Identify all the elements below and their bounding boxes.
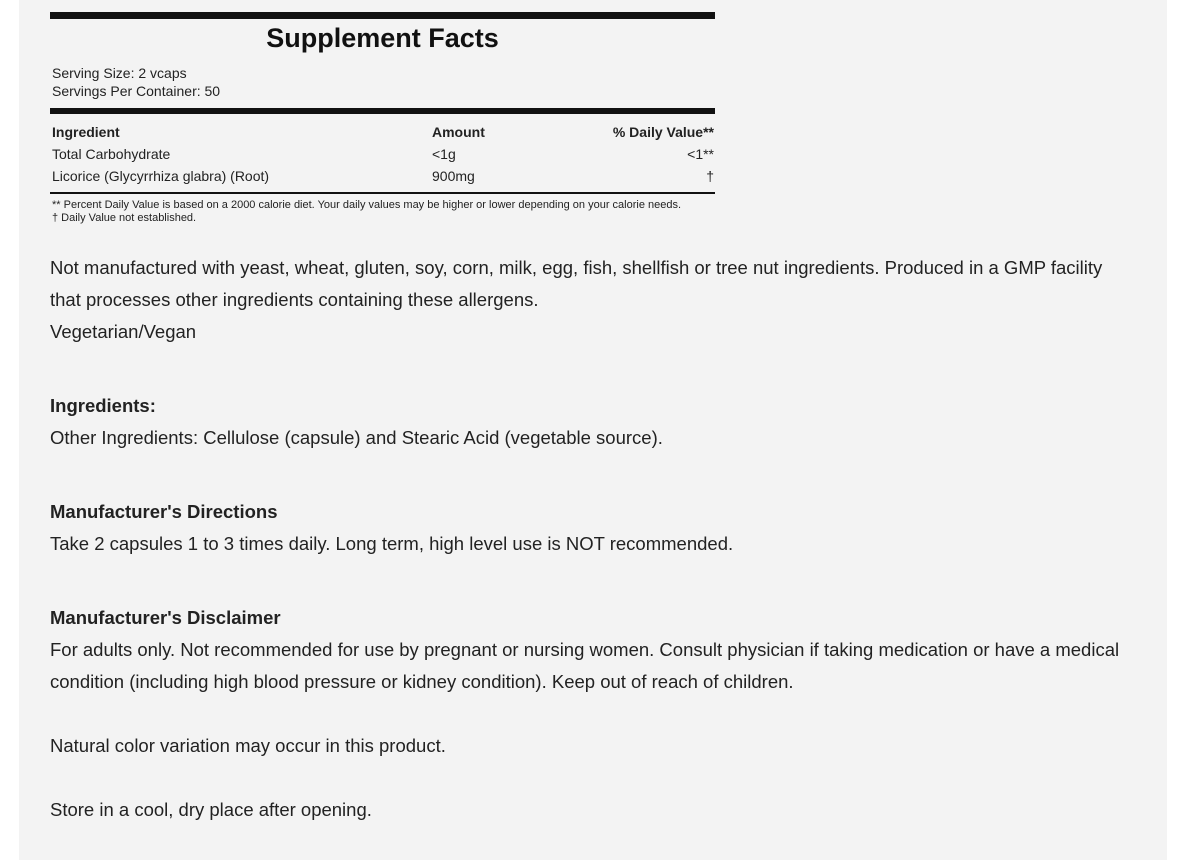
directions-text: Take 2 capsules 1 to 3 times daily. Long term, high level use is NOT recommended.	[50, 533, 734, 554]
supplement-facts-panel	[50, 12, 715, 225]
disclaimer-text: For adults only. Not recommended for use by pregnant or nursing women. Consult physician if taking medication or have a medical condition (including high blood pressure or kidney condition). Keep out of reach of children.	[50, 639, 1120, 692]
header-ingredient: Ingredient	[52, 124, 120, 140]
storage-note: Store in a cool, dry place after opening.	[50, 799, 372, 820]
header-amount: Amount	[432, 124, 485, 140]
ingredient-amount: <1g	[432, 146, 456, 162]
color-variation-note: Natural color variation may occur in this product.	[50, 735, 446, 756]
thin-rule	[50, 192, 715, 194]
servings-per-container: Servings Per Container: 50	[52, 83, 221, 99]
header-daily-value: % Daily Value**	[612, 124, 714, 140]
thick-rule	[50, 108, 715, 114]
ingredients-text: Other Ingredients: Cellulose (capsule) and Stearic Acid (vegetable source).	[50, 427, 663, 448]
serving-size: Serving Size: 2 vcaps	[52, 65, 187, 81]
disclaimer-heading: Manufacturer's Disclaimer	[50, 607, 281, 628]
serving-info	[50, 64, 715, 100]
ingredient-daily-value: †	[706, 168, 714, 184]
ingredient-amount: 900mg	[432, 168, 475, 184]
top-rule	[50, 12, 715, 19]
diet-label: Vegetarian/Vegan	[50, 321, 197, 342]
ingredient-name: Licorice (Glycyrrhiza glabra) (Root)	[52, 168, 270, 184]
footnote-not-established: † Daily Value not established.	[52, 212, 197, 224]
ingredient-daily-value: <1**	[687, 146, 714, 162]
ingredients-heading: Ingredients:	[50, 395, 156, 416]
product-details	[50, 252, 1130, 826]
facts-title: Supplement Facts	[266, 23, 499, 53]
footnotes	[50, 199, 715, 225]
allergen-statement: Not manufactured with yeast, wheat, gluten, soy, corn, milk, egg, fish, shellfish or tree nut ingredients. Produced in a GMP facility that processes other ingredients containing these allergens.	[50, 257, 1103, 310]
table-row	[50, 143, 715, 165]
facts-table	[50, 121, 715, 187]
directions-heading: Manufacturer's Directions	[50, 501, 278, 522]
table-row	[50, 165, 715, 187]
facts-header-row	[50, 121, 715, 143]
footnote-daily-value: ** Percent Daily Value is based on a 2000 calorie diet. Your daily values may be higher or lower depending on your calorie needs.	[52, 199, 682, 211]
ingredient-name: Total Carbohydrate	[52, 146, 171, 162]
